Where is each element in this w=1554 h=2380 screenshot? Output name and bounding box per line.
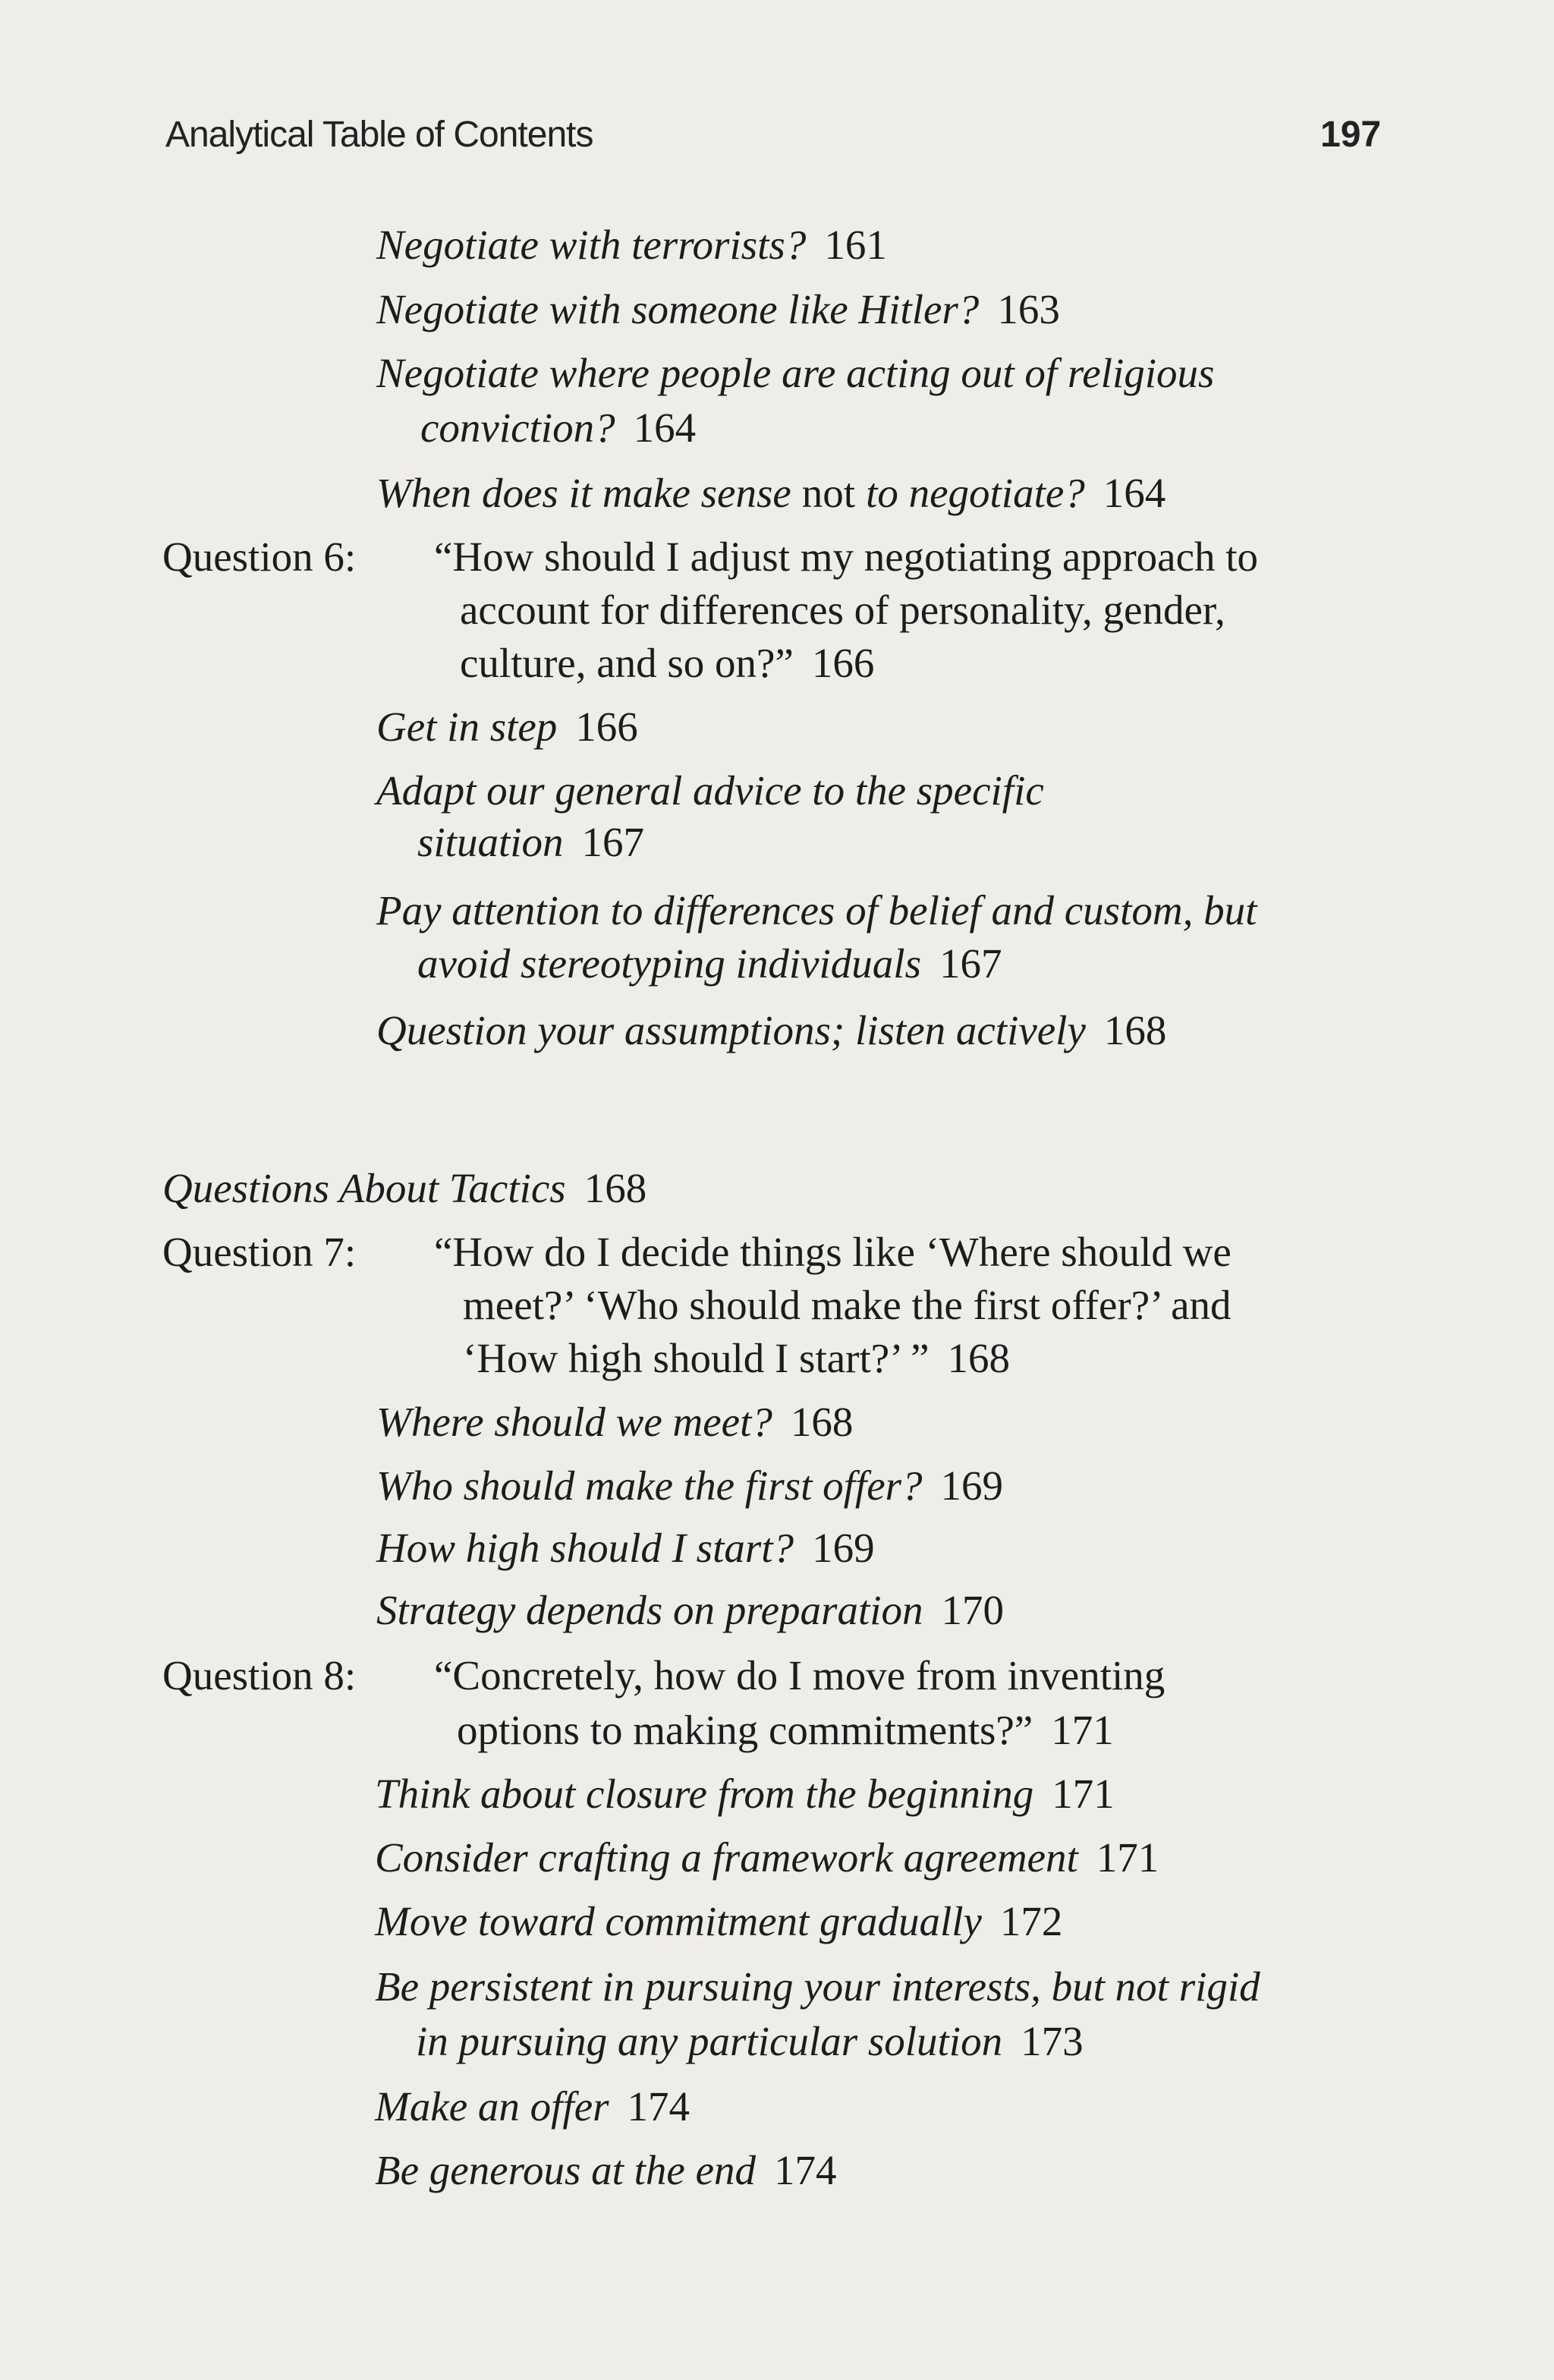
question-text-line: culture, and so on?” (460, 640, 794, 686)
toc-page-number: 164 (633, 405, 697, 451)
question-text (434, 1231, 1232, 1273)
toc-entry-text: Adapt our general advice to the specific (376, 767, 1044, 814)
toc-page-number: 169 (940, 1462, 1004, 1509)
toc-page-number: 171 (1052, 1771, 1115, 1817)
toc-entry-text: Move toward commitment gradually (375, 1898, 982, 1944)
toc-entry-continuation (420, 407, 696, 449)
question-text (434, 536, 1258, 578)
toc-entry (376, 288, 1060, 330)
toc-entry (375, 1900, 1062, 1942)
question-text (460, 589, 1225, 631)
toc-page-number: 174 (773, 2147, 837, 2193)
toc-entry-text: to negotiate? (866, 470, 1085, 516)
toc-entry-text: Strategy depends on preparation (376, 1587, 923, 1633)
toc-page-number: 174 (627, 2083, 690, 2130)
toc-entry (375, 2149, 836, 2191)
toc-page-number: 171 (1051, 1707, 1114, 1753)
toc-entry (376, 706, 638, 748)
toc-entry-text: Make an offer (375, 2083, 609, 2130)
toc-page-number: 161 (824, 222, 887, 268)
toc-entry-text: When does it make sense (376, 470, 791, 516)
toc-entry (375, 1963, 1260, 2010)
toc-page-number: 168 (947, 1335, 1011, 1381)
toc-entry (376, 1462, 1004, 1509)
toc-entry-text: Get in step (376, 704, 558, 750)
toc-entry-text: avoid stereotyping individuals (417, 940, 921, 987)
toc-entry (376, 224, 887, 266)
toc-entry-text: How high should I start? (376, 1525, 794, 1571)
toc-entry-text: Pay attention to differences of belief and custom, but (376, 887, 1257, 933)
section-heading-text: Questions About Tactics (162, 1165, 566, 1211)
toc-entry (376, 472, 1166, 514)
question-text-line: “Concretely, how do I move from inventing (434, 1652, 1166, 1698)
toc-entry (376, 1527, 875, 1569)
question-entry (162, 1654, 356, 1696)
toc-entry-text: situation (417, 819, 564, 865)
question-label: Question 6: (162, 534, 357, 580)
toc-entry-text: Negotiate with terrorists? (376, 222, 807, 268)
toc-page-number: 169 (812, 1525, 875, 1571)
toc-entry (375, 1834, 1159, 1881)
toc-entry-continuation (417, 940, 1002, 987)
toc-page-number: 164 (1103, 470, 1166, 516)
question-text-line: options to making commitments?” (457, 1707, 1033, 1753)
toc-entry-text: Where should we meet? (376, 1399, 772, 1445)
toc-entry-text: in pursuing any particular solution (416, 2018, 1003, 2064)
question-text (457, 1709, 1114, 1751)
question-text-line: “How should I adjust my negotiating approach to (434, 534, 1259, 580)
toc-entry-text: Consider crafting a framework agreement (375, 1834, 1078, 1881)
question-label: Question 8: (162, 1652, 357, 1698)
toc-entry-text: Think about closure from the beginning (375, 1771, 1034, 1817)
toc-entry-text-roman: not (801, 470, 856, 516)
toc-entry-text: Negotiate where people are acting out of religious (376, 350, 1215, 396)
toc-page-number: 167 (939, 940, 1002, 987)
toc-entry-text: Negotiate with someone like Hitler? (376, 286, 980, 332)
toc-entry-text: Be persistent in pursuing your interests, but not rigid (375, 1963, 1260, 2010)
toc-entry (376, 889, 1257, 931)
toc-page-number: 170 (941, 1587, 1005, 1633)
toc-page-number: 168 (790, 1399, 854, 1445)
toc-page-number: 168 (1103, 1007, 1167, 1053)
toc-entry (375, 2083, 690, 2130)
toc-entry (375, 1773, 1115, 1815)
page-number: 197 (1320, 115, 1382, 155)
section-heading (162, 1167, 646, 1209)
toc-entry-text: Who should make the first offer? (376, 1462, 923, 1509)
question-text (460, 642, 874, 684)
toc-entry (376, 1589, 1004, 1631)
toc-page-number: 163 (997, 286, 1060, 332)
toc-page-number: 171 (1096, 1834, 1159, 1881)
toc-page-number: 172 (999, 1898, 1063, 1944)
toc-entry-continuation (417, 821, 644, 863)
toc-page-number: 166 (575, 704, 638, 750)
question-text-line: “How do I decide things like ‘Where should we (434, 1229, 1232, 1275)
question-text (463, 1284, 1232, 1326)
toc-page-number: 173 (1021, 2018, 1084, 2064)
toc-entry-continuation (416, 2020, 1084, 2062)
running-header-title: Analytical Table of Contents (165, 115, 593, 155)
toc-entry-text: Question your assumptions; listen actively (376, 1007, 1086, 1053)
question-entry (162, 1231, 356, 1273)
toc-page-number: 166 (811, 640, 875, 686)
question-text-line: ‘How high should I start?’ ” (463, 1335, 930, 1381)
toc-entry-text: Be generous at the end (375, 2147, 756, 2193)
toc-entry-text: conviction? (420, 405, 615, 451)
toc-entry (376, 1401, 853, 1443)
question-label: Question 7: (162, 1229, 357, 1275)
toc-page-number: 167 (581, 819, 645, 865)
question-text-line: meet?’ ‘Who should make the first offer?’ and (463, 1282, 1232, 1328)
toc-entry (376, 767, 1044, 814)
toc-entry (376, 352, 1214, 394)
question-entry (162, 536, 356, 578)
question-text (463, 1337, 1010, 1379)
question-text (434, 1654, 1165, 1696)
question-text-line: account for differences of personality, gender, (460, 587, 1225, 633)
toc-entry (376, 1009, 1166, 1051)
toc-page-number: 168 (584, 1165, 647, 1211)
